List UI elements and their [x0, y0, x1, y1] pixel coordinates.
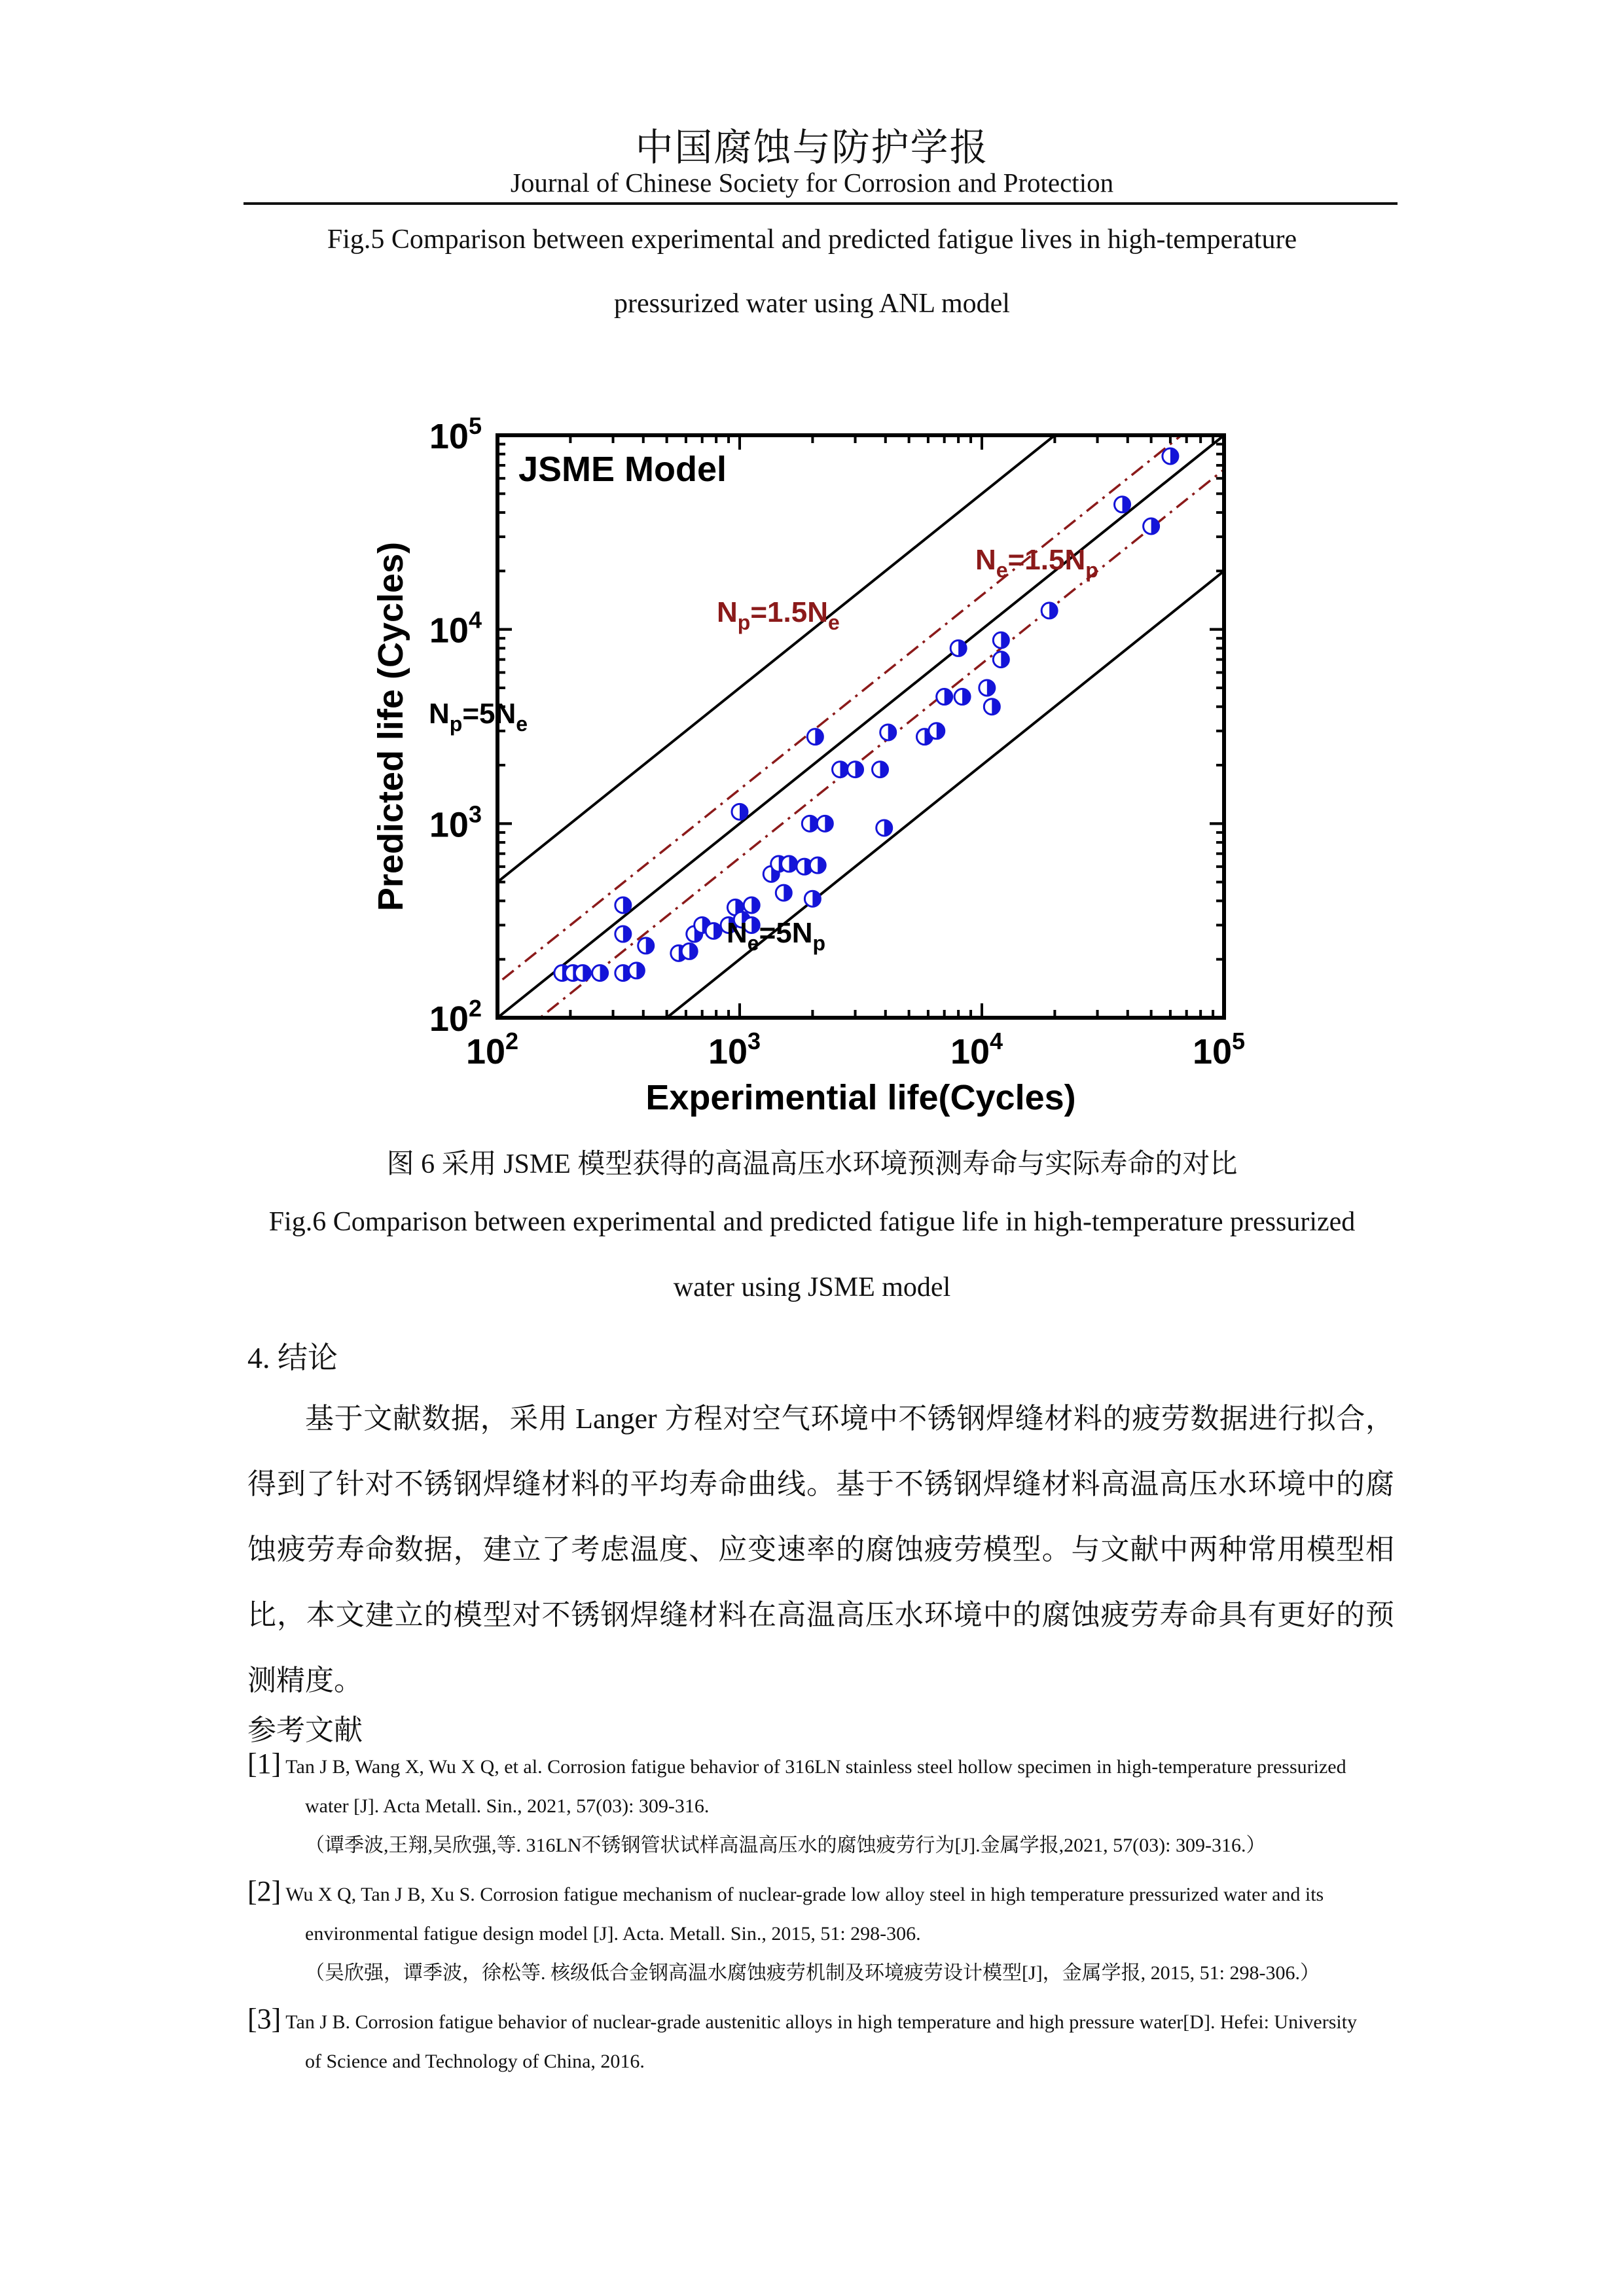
reference-text-en-cont: water [J]. Acta Metall. Sin., 2021, 57(03): 309-316. — [305, 1795, 710, 1817]
header-rule — [244, 202, 1398, 205]
data-point — [615, 897, 631, 913]
data-point — [638, 938, 654, 954]
reference-item — [247, 2000, 1394, 2081]
x-tick-label: $10^3$ — [708, 1028, 761, 1071]
y-axis-label: Predicted life (Cycles) — [371, 541, 410, 912]
x-tick-label: $10^4$ — [950, 1028, 1003, 1071]
fig6-caption-line2: water using JSME model — [673, 1272, 951, 1302]
reference-text-en: Tan J B. Corrosion fatigue behavior of nuclear-grade austenitic alloys in high temperature and high pressure water[D]. Hefei: University — [285, 2011, 1358, 2033]
reference-text-en-cont: environmental fatigue design model [J]. Acta. Metall. Sin., 2015, 51: 298-306. — [305, 1923, 921, 1945]
reference-line-0 — [367, 399, 1296, 1076]
journal-title-en: Journal of Chinese Society for Corrosion and Protection — [510, 168, 1114, 198]
conclusion-paragraph: 基于文献数据，采用 Langer 方程对空气环境中不锈钢焊缝材料的疲劳数据进行拟合，得到了针对不锈钢焊缝材料的平均寿命曲线。基于不锈钢焊缝材料高温高压水环境中的腐蚀疲劳寿命数据，建立了考虑温度、应变速率的腐蚀疲劳模型。与文献中两种常用模型相比，本文建立的模型对不锈钢焊缝材料在高温高压水环境中的腐蚀疲劳寿命具有更好的预测精度。 — [247, 1403, 1394, 1696]
reference-item — [247, 1744, 1394, 1865]
reference-text-en: Wu X Q, Tan J B, Xu S. Corrosion fatigue mechanism of nuclear-grade low alloy steel in high temperature pressurized water and its — [285, 1884, 1324, 1905]
reference-text-cn: （吴欣强，谭季波，徐松等. 核级低合金钢高温水腐蚀疲劳机制及环境疲劳设计模型[J]，金属学报, 2015, 51: 298-306.） — [305, 1962, 1320, 1984]
data-point — [1163, 448, 1178, 464]
data-point — [848, 762, 863, 778]
y-tick-label: $10^4$ — [429, 606, 482, 651]
data-point — [873, 762, 888, 778]
chart-title: JSME Model — [518, 450, 727, 489]
data-point — [876, 820, 892, 836]
reference-text-cn: （谭季波,王翔,吴欣强,等. 316LN不锈钢管状试样高温高压水的腐蚀疲劳行为[J].金属学报,2021, 57(03): 309-316.） — [305, 1835, 1266, 1856]
data-point — [1144, 518, 1159, 534]
y-tick-label: $10^2$ — [429, 995, 482, 1039]
reference-number: [2] — [247, 1875, 281, 1907]
data-point — [628, 963, 644, 978]
data-point — [833, 762, 848, 778]
data-point — [993, 652, 1009, 668]
fig5-caption-line1: Fig.5 Comparison between experimental and predicted fatigue lives in high-temperature — [327, 224, 1297, 255]
fig6-caption-line1: Fig.6 Comparison between experimental and predicted fatigue life in high-temperature pressurized — [268, 1207, 1356, 1237]
data-point — [979, 680, 995, 696]
data-point — [954, 689, 970, 705]
reference-text-en-cont: of Science and Technology of China, 2016. — [305, 2051, 645, 2072]
y-tick-label: $10^5$ — [429, 412, 482, 456]
data-point — [929, 723, 945, 739]
reference-text-en: Tan J B, Wang X, Wu X Q, et al. Corrosion fatigue behavior of 316LN stainless steel hollow specimen in high-temperature pressurized — [285, 1756, 1346, 1778]
data-point — [810, 857, 825, 873]
data-point — [993, 632, 1009, 648]
data-point — [592, 965, 608, 981]
data-point — [615, 926, 631, 942]
data-point — [732, 804, 748, 819]
data-point — [575, 965, 590, 981]
data-point — [1041, 603, 1057, 619]
data-point — [804, 891, 820, 906]
data-point — [950, 640, 966, 656]
references-heading: 参考文献 — [247, 1714, 363, 1746]
line-label: $N_p=5N_e$ — [429, 698, 528, 736]
jsme-scatter-chart — [367, 399, 1296, 1126]
data-points — [554, 448, 1178, 981]
data-point — [817, 816, 833, 831]
data-point — [776, 885, 791, 901]
section-heading: 4. 结论 — [247, 1341, 338, 1374]
data-point — [880, 725, 896, 740]
x-tick-label: $10^2$ — [465, 1028, 519, 1071]
data-point — [984, 699, 1000, 715]
data-point — [706, 923, 721, 939]
data-point — [802, 816, 818, 831]
reference-item — [247, 1872, 1394, 1993]
data-point — [681, 943, 697, 959]
x-axis-label: Experimential life(Cycles) — [645, 1078, 1076, 1117]
reference-number: [3] — [247, 2003, 281, 2035]
line-label: $N_e=1.5N_p$ — [975, 544, 1098, 582]
line-label: $N_p=1.5N_e$ — [717, 596, 840, 634]
reference-number: [1] — [247, 1748, 281, 1780]
fig5-caption-line2: pressurized water using ANL model — [614, 289, 1010, 319]
line-labels — [429, 544, 1098, 955]
line-label: $N_e=5N_p$ — [727, 917, 826, 955]
journal-title-cn: 中国腐蚀与防护学报 — [635, 126, 989, 169]
fig6-caption-cn: 图 6 采用 JSME 模型获得的高温高压水环境预测寿命与实际寿命的对比 — [386, 1149, 1238, 1179]
x-tick-label: $10^5$ — [1192, 1028, 1246, 1071]
data-point — [744, 897, 759, 913]
data-point — [1115, 497, 1130, 512]
data-point — [782, 856, 797, 872]
data-point — [807, 729, 823, 745]
data-point — [937, 689, 952, 705]
y-tick-label: $10^3$ — [429, 800, 482, 845]
